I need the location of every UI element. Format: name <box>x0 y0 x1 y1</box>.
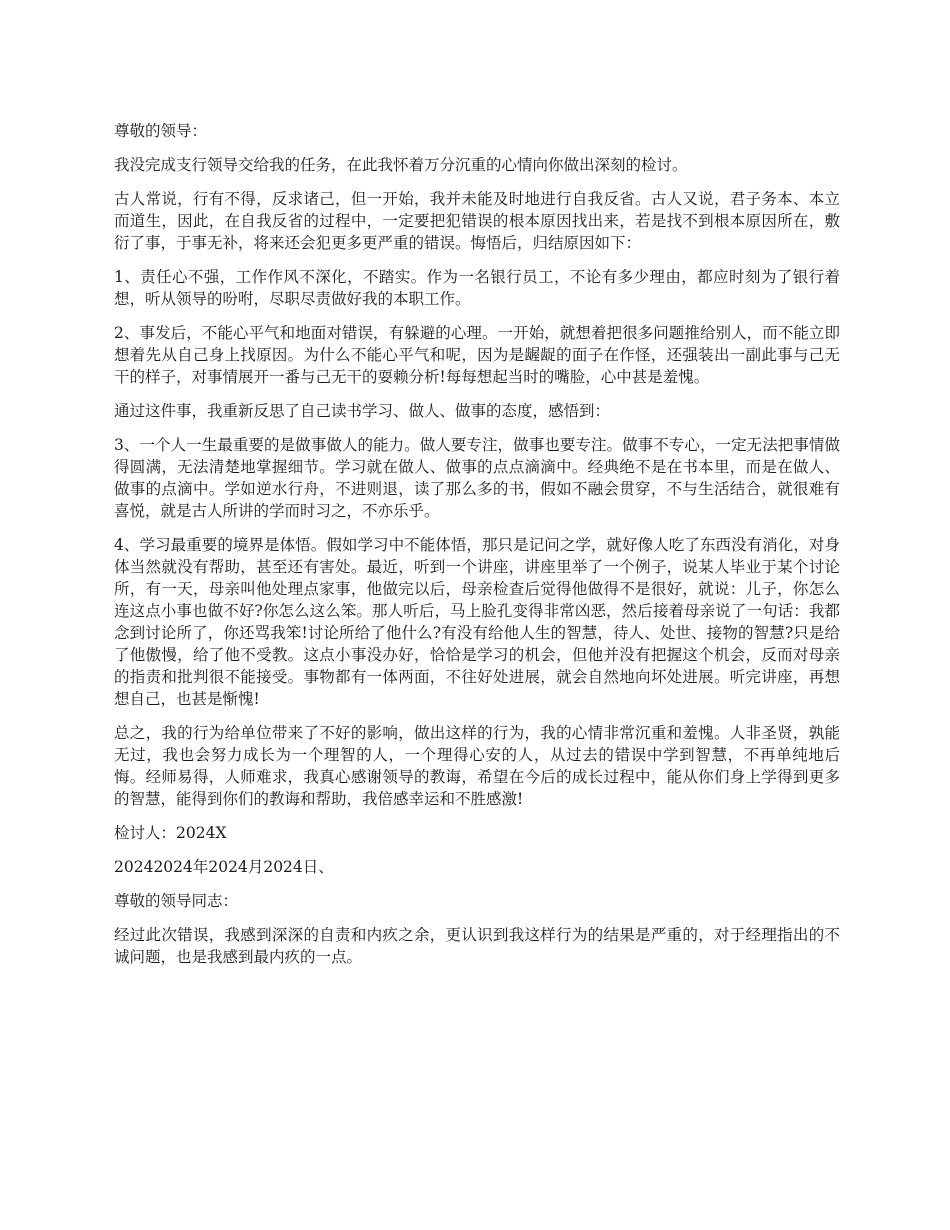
signature-line: 检讨人：2024X <box>114 824 227 842</box>
conclusion-paragraph: 总之，我的行为给单位带来了不好的影响，做出这样的行为，我的心情非常沉重和羞愧。人非圣贤，孰能无过，我也会努力成长为一个理智的人，一个理得心安的人，从过去的错误中学到智慧，不再单纯地后悔。经师易得，人师难求，我真心感谢领导的教诲，希望在今后的成长过程中，能从你们身上学得到更多的智慧，能得到你们的教诲和帮助，我倍感幸运和不胜感激! <box>114 724 840 808</box>
second-opening-paragraph: 经过此次错误，我感到深深的自责和内疚之余，更认识到我这样行为的结果是严重的，对于经理指出的不诚问题，也是我感到最内疚的一点。 <box>114 926 840 966</box>
reflection-paragraph: 古人常说，行有不得，反求诸己，但一开始，我并未能及时地进行自我反省。古人又说，君子务本、本立而道生，因此，在自我反省的过程中，一定要把犯错误的根本原因找出来，若是找不到根本原因所在，敷衍了事，于事无补，将来还会犯更多更严重的错误。悔悟后，归结原因如下： <box>114 190 840 252</box>
insight-3-paragraph: 3、一个人一生最重要的是做事做人的能力。做人要专注，做事也要专注。做事不专心，一定无法把事情做得圆满，无法清楚地掌握细节。学习就在做人、做事的点点滴滴中。经典绝不是在书本里，而是在做人、做事的点滴中。学如逆水行舟，不进则退，读了那么多的书，假如不融会贯穿，不与生活结合，就很难有喜悦，就是古人所讲的学而时习之，不亦乐乎。 <box>114 436 840 520</box>
document-page <box>114 120 840 980</box>
insight-4-paragraph: 4、学习最重要的境界是体悟。假如学习中不能体悟，那只是记问之学，就好像人吃了东西没有消化，对身体当然就没有帮助，甚至还有害处。最近，听到一个讲座，讲座里举了一个例子，说某人毕业于某个讨论所，有一天，母亲叫他处理点家事，他做完以后，母亲检查后觉得他做得不是很好，就说：儿子，你怎么连这点小事也做不好?你怎么这么笨。那人听后，马上脸孔变得非常凶恶，然后接着母亲说了一句话：我都念到讨论所了，你还骂我笨!讨论所给了他什么?有没有给他人生的智慧，待人、处世、接物的智慧?只是给了他傲慢，给了他不受教。这点小事没办好，恰恰是学习的机会，但他并没有把握这个机会，反而对母亲的指责和批判很不能接受。事物都有一体两面，不往好处进展，就会自然地向坏处进展。听完讲座，再想想自己，也甚是惭愧! <box>114 536 840 708</box>
reason-1-paragraph: 1、责任心不强，工作作风不深化，不踏实。作为一名银行员工，不论有多少理由，都应时刻为了银行着想，听从领导的吩咐，尽职尽责做好我的本职工作。 <box>114 268 840 308</box>
transition-paragraph: 通过这件事，我重新反思了自己读书学习、做人、做事的态度，感悟到： <box>114 402 611 420</box>
second-salutation: 尊敬的领导同志： <box>114 892 239 910</box>
salutation: 尊敬的领导： <box>114 122 208 140</box>
opening-paragraph: 我没完成支行领导交给我的任务，在此我怀着万分沉重的心情向你做出深刻的检讨。 <box>114 156 688 174</box>
reason-2-paragraph: 2、事发后，不能心平气和地面对错误，有躲避的心理。一开始，就想着把很多问题推给别人，而不能立即想着先从自己身上找原因。为什么不能心平气和呢，因为是龌龊的面子在作怪，还强装出一副此事与己无干的样子，对事情展开一番与己无干的耍赖分析!每每想起当时的嘴脸，心中甚是羞愧。 <box>114 324 840 386</box>
date-line: 20242024年2024月2024日、 <box>114 858 334 876</box>
